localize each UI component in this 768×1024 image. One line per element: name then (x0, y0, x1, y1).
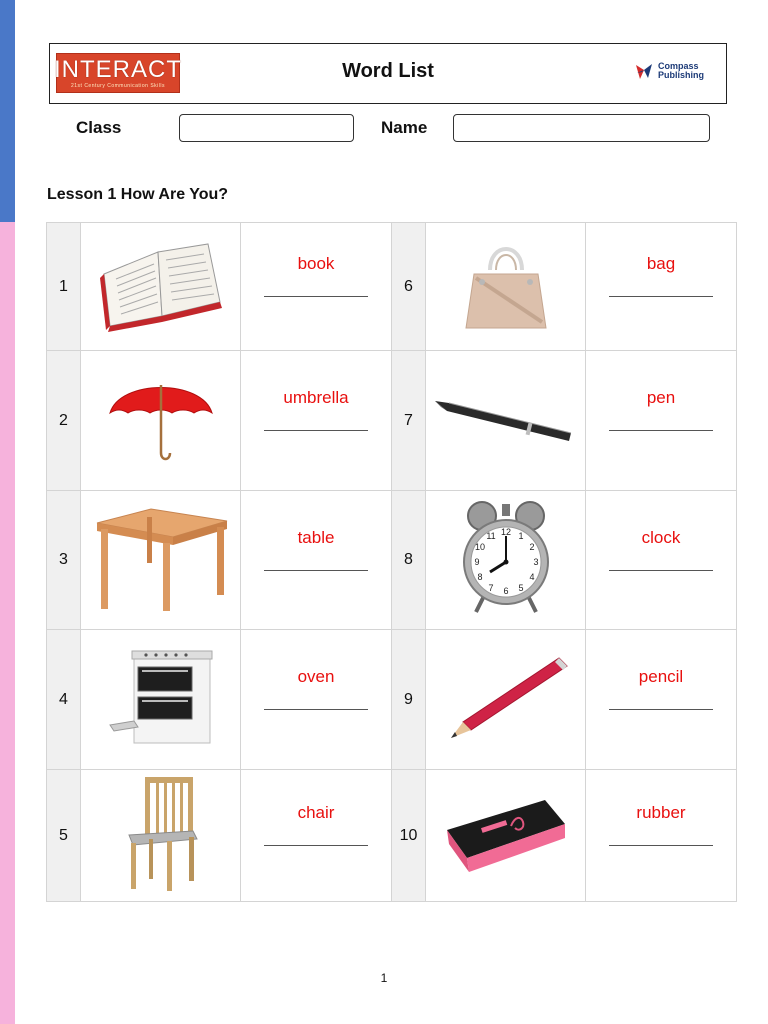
word-label: umbrella (283, 388, 349, 407)
item-number: 8 (392, 491, 426, 630)
svg-text:9: 9 (473, 556, 480, 567)
chair-icon (121, 773, 201, 893)
item-number: 6 (392, 223, 426, 351)
word-cell (586, 491, 737, 630)
page-title: Word List (342, 60, 434, 82)
table-row (47, 770, 737, 902)
item-number: 5 (47, 770, 81, 902)
table-row (47, 630, 737, 770)
answer-blank[interactable] (609, 296, 713, 297)
word-label: table (297, 527, 335, 547)
clock-icon (456, 498, 556, 618)
class-input[interactable] (179, 114, 354, 142)
answer-blank[interactable] (609, 709, 713, 710)
word-cell (241, 770, 392, 902)
word-label: rubber (636, 803, 686, 822)
answer-blank[interactable] (264, 430, 368, 431)
worksheet-header (49, 43, 727, 104)
left-color-strip-blue (0, 0, 15, 222)
word-cell (241, 630, 392, 770)
table-row (47, 223, 737, 351)
item-picture (426, 630, 586, 770)
item-number: 9 (392, 630, 426, 770)
rubber-icon (441, 788, 571, 878)
svg-text:6: 6 (502, 585, 509, 596)
table-row (47, 351, 737, 491)
word-cell (241, 491, 392, 630)
interact-logo: INTERACT 21st Century Communication Skills (56, 53, 180, 93)
word-cell (586, 770, 737, 902)
umbrella-icon (106, 373, 216, 463)
answer-blank[interactable] (609, 845, 713, 846)
table-icon (91, 503, 231, 613)
svg-text:4: 4 (528, 571, 535, 582)
word-label: chair (297, 803, 335, 822)
publisher-line-2: Publishing (658, 70, 704, 80)
item-picture (81, 630, 241, 770)
word-cell (586, 630, 737, 770)
answer-blank[interactable] (264, 570, 368, 571)
item-picture (426, 770, 586, 902)
svg-text:7: 7 (487, 582, 494, 593)
pencil-icon (441, 652, 571, 742)
word-label: book (297, 254, 335, 273)
oven-icon (106, 647, 216, 747)
publisher-line-1: Compass (658, 61, 699, 71)
page-number: 1 (380, 971, 388, 985)
book-icon (96, 234, 226, 334)
compass-star-icon (634, 61, 654, 81)
word-list-table (46, 222, 737, 902)
item-number: 1 (47, 223, 81, 351)
svg-text:5: 5 (517, 582, 524, 593)
word-cell (586, 223, 737, 351)
svg-text:1: 1 (517, 530, 524, 541)
word-cell (241, 351, 392, 491)
item-number: 4 (47, 630, 81, 770)
name-input[interactable] (453, 114, 710, 142)
lesson-title: Lesson 1 How Are You? (47, 186, 229, 203)
answer-blank[interactable] (264, 709, 368, 710)
item-picture (426, 491, 586, 630)
item-picture (81, 351, 241, 491)
item-picture (81, 770, 241, 902)
svg-text:10: 10 (474, 541, 485, 552)
answer-blank[interactable] (609, 570, 713, 571)
svg-text:8: 8 (476, 571, 483, 582)
compass-publishing-logo (634, 61, 704, 81)
bag-icon (456, 234, 556, 334)
word-label: pen (646, 388, 676, 407)
answer-blank[interactable] (264, 296, 368, 297)
word-label: oven (297, 667, 335, 686)
svg-text:2: 2 (528, 541, 535, 552)
pen-icon (431, 383, 581, 453)
item-number: 3 (47, 491, 81, 630)
item-picture (81, 223, 241, 351)
word-cell (241, 223, 392, 351)
name-label: Name (381, 118, 428, 137)
table-row (47, 491, 737, 630)
item-number: 10 (392, 770, 426, 902)
word-label: pencil (638, 667, 684, 686)
item-picture (426, 351, 586, 491)
item-number: 2 (47, 351, 81, 491)
left-color-strip-pink (0, 222, 15, 1024)
word-label: clock (641, 527, 681, 547)
item-picture (426, 223, 586, 351)
item-number: 7 (392, 351, 426, 491)
svg-text:11: 11 (485, 530, 496, 541)
item-picture (81, 491, 241, 630)
svg-text:12: 12 (500, 526, 511, 537)
svg-text:3: 3 (532, 556, 539, 567)
class-label: Class (76, 118, 122, 137)
word-cell (586, 351, 737, 491)
answer-blank[interactable] (609, 430, 713, 431)
answer-blank[interactable] (264, 845, 368, 846)
word-label: bag (646, 254, 676, 273)
